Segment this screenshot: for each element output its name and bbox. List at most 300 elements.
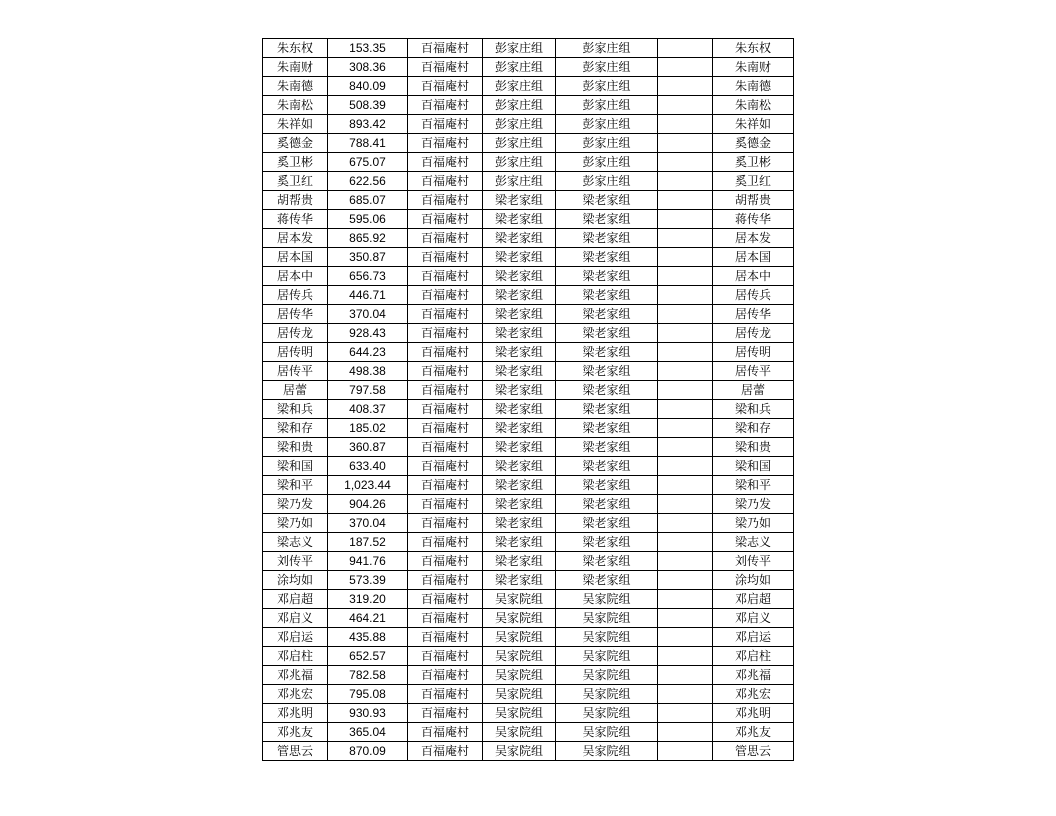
group-cell-2: 梁老家组 <box>556 476 658 495</box>
amount-cell: 795.08 <box>328 685 408 704</box>
village-cell: 百福庵村 <box>408 647 483 666</box>
table-row <box>263 514 794 533</box>
name-cell-2: 梁乃发 <box>713 495 794 514</box>
empty-cell <box>658 685 713 704</box>
name-cell-2: 梁乃如 <box>713 514 794 533</box>
empty-cell <box>658 267 713 286</box>
village-cell: 百福庵村 <box>408 324 483 343</box>
group-cell-2: 梁老家组 <box>556 571 658 590</box>
group-cell: 吴家院组 <box>483 666 556 685</box>
group-cell: 梁老家组 <box>483 419 556 438</box>
empty-cell <box>658 77 713 96</box>
name-cell: 朱东权 <box>263 39 328 58</box>
name-cell: 邓启超 <box>263 590 328 609</box>
village-cell: 百福庵村 <box>408 77 483 96</box>
empty-cell <box>658 704 713 723</box>
amount-cell: 622.56 <box>328 172 408 191</box>
village-cell: 百福庵村 <box>408 514 483 533</box>
table-row <box>263 362 794 381</box>
name-cell-2: 居传平 <box>713 362 794 381</box>
name-cell: 居本中 <box>263 267 328 286</box>
table-row <box>263 96 794 115</box>
empty-cell <box>658 666 713 685</box>
empty-cell <box>658 609 713 628</box>
village-cell: 百福庵村 <box>408 229 483 248</box>
name-cell: 涂均如 <box>263 571 328 590</box>
group-cell: 梁老家组 <box>483 552 556 571</box>
amount-cell: 928.43 <box>328 324 408 343</box>
group-cell-2: 吴家院组 <box>556 742 658 761</box>
group-cell-2: 彭家庄组 <box>556 115 658 134</box>
empty-cell <box>658 58 713 77</box>
empty-cell <box>658 476 713 495</box>
group-cell-2: 彭家庄组 <box>556 172 658 191</box>
empty-cell <box>658 115 713 134</box>
group-cell: 梁老家组 <box>483 438 556 457</box>
name-cell-2: 邓兆宏 <box>713 685 794 704</box>
group-cell-2: 梁老家组 <box>556 286 658 305</box>
name-cell: 梁和贵 <box>263 438 328 457</box>
group-cell: 彭家庄组 <box>483 96 556 115</box>
amount-cell: 930.93 <box>328 704 408 723</box>
village-cell: 百福庵村 <box>408 723 483 742</box>
name-cell: 邓兆友 <box>263 723 328 742</box>
village-cell: 百福庵村 <box>408 685 483 704</box>
village-cell: 百福庵村 <box>408 248 483 267</box>
name-cell-2: 管思云 <box>713 742 794 761</box>
name-cell: 朱祥如 <box>263 115 328 134</box>
village-cell: 百福庵村 <box>408 210 483 229</box>
name-cell: 奚德金 <box>263 134 328 153</box>
group-cell: 梁老家组 <box>483 400 556 419</box>
amount-cell: 408.37 <box>328 400 408 419</box>
group-cell-2: 梁老家组 <box>556 552 658 571</box>
group-cell-2: 梁老家组 <box>556 495 658 514</box>
name-cell: 梁和兵 <box>263 400 328 419</box>
amount-cell: 788.41 <box>328 134 408 153</box>
empty-cell <box>658 628 713 647</box>
group-cell-2: 吴家院组 <box>556 704 658 723</box>
amount-cell: 840.09 <box>328 77 408 96</box>
empty-cell <box>658 96 713 115</box>
village-cell: 百福庵村 <box>408 609 483 628</box>
empty-cell <box>658 400 713 419</box>
name-cell: 邓启柱 <box>263 647 328 666</box>
group-cell-2: 梁老家组 <box>556 457 658 476</box>
amount-cell: 187.52 <box>328 533 408 552</box>
group-cell-2: 梁老家组 <box>556 210 658 229</box>
name-cell: 邓兆明 <box>263 704 328 723</box>
group-cell-2: 彭家庄组 <box>556 39 658 58</box>
group-cell: 吴家院组 <box>483 609 556 628</box>
name-cell-2: 涂均如 <box>713 571 794 590</box>
table-row <box>263 39 794 58</box>
group-cell: 梁老家组 <box>483 210 556 229</box>
group-cell: 彭家庄组 <box>483 39 556 58</box>
amount-cell: 370.04 <box>328 305 408 324</box>
amount-cell: 508.39 <box>328 96 408 115</box>
amount-cell: 153.35 <box>328 39 408 58</box>
group-cell: 梁老家组 <box>483 476 556 495</box>
amount-cell: 644.23 <box>328 343 408 362</box>
group-cell-2: 彭家庄组 <box>556 134 658 153</box>
empty-cell <box>658 248 713 267</box>
village-cell: 百福庵村 <box>408 115 483 134</box>
village-cell: 百福庵村 <box>408 495 483 514</box>
empty-cell <box>658 742 713 761</box>
empty-cell <box>658 552 713 571</box>
table-row <box>263 495 794 514</box>
name-cell-2: 邓兆明 <box>713 704 794 723</box>
empty-cell <box>658 343 713 362</box>
name-cell: 蒋传华 <box>263 210 328 229</box>
group-cell: 梁老家组 <box>483 286 556 305</box>
group-cell: 梁老家组 <box>483 248 556 267</box>
group-cell-2: 彭家庄组 <box>556 58 658 77</box>
table-row <box>263 533 794 552</box>
group-cell: 梁老家组 <box>483 362 556 381</box>
amount-cell: 941.76 <box>328 552 408 571</box>
village-cell: 百福庵村 <box>408 381 483 400</box>
table-row <box>263 229 794 248</box>
group-cell: 梁老家组 <box>483 381 556 400</box>
amount-cell: 370.04 <box>328 514 408 533</box>
table-row <box>263 400 794 419</box>
village-cell: 百福庵村 <box>408 438 483 457</box>
name-cell: 邓启义 <box>263 609 328 628</box>
name-cell-2: 居传兵 <box>713 286 794 305</box>
village-cell: 百福庵村 <box>408 134 483 153</box>
name-cell: 朱南财 <box>263 58 328 77</box>
village-cell: 百福庵村 <box>408 172 483 191</box>
table-row <box>263 742 794 761</box>
empty-cell <box>658 324 713 343</box>
village-cell: 百福庵村 <box>408 400 483 419</box>
empty-cell <box>658 647 713 666</box>
table-row <box>263 381 794 400</box>
table-row <box>263 305 794 324</box>
amount-cell: 595.06 <box>328 210 408 229</box>
name-cell: 梁乃如 <box>263 514 328 533</box>
empty-cell <box>658 457 713 476</box>
name-cell: 胡帮贵 <box>263 191 328 210</box>
empty-cell <box>658 39 713 58</box>
group-cell-2: 梁老家组 <box>556 229 658 248</box>
name-cell: 管思云 <box>263 742 328 761</box>
table-row <box>263 552 794 571</box>
name-cell-2: 邓启运 <box>713 628 794 647</box>
empty-cell <box>658 381 713 400</box>
name-cell-2: 居蕾 <box>713 381 794 400</box>
table-row <box>263 115 794 134</box>
amount-cell: 365.04 <box>328 723 408 742</box>
name-cell: 邓兆福 <box>263 666 328 685</box>
name-cell-2: 朱南财 <box>713 58 794 77</box>
name-cell-2: 梁和国 <box>713 457 794 476</box>
amount-cell: 360.87 <box>328 438 408 457</box>
name-cell-2: 居本国 <box>713 248 794 267</box>
group-cell-2: 梁老家组 <box>556 419 658 438</box>
group-cell-2: 梁老家组 <box>556 267 658 286</box>
name-cell: 居蕾 <box>263 381 328 400</box>
empty-cell <box>658 172 713 191</box>
amount-cell: 904.26 <box>328 495 408 514</box>
group-cell: 吴家院组 <box>483 647 556 666</box>
table-row <box>263 609 794 628</box>
amount-cell: 675.07 <box>328 153 408 172</box>
group-cell: 彭家庄组 <box>483 115 556 134</box>
group-cell: 梁老家组 <box>483 191 556 210</box>
village-cell: 百福庵村 <box>408 419 483 438</box>
table-row <box>263 438 794 457</box>
group-cell: 梁老家组 <box>483 495 556 514</box>
group-cell-2: 吴家院组 <box>556 666 658 685</box>
group-cell-2: 吴家院组 <box>556 647 658 666</box>
name-cell: 刘传平 <box>263 552 328 571</box>
name-cell: 梁和存 <box>263 419 328 438</box>
empty-cell <box>658 419 713 438</box>
group-cell-2: 梁老家组 <box>556 324 658 343</box>
empty-cell <box>658 571 713 590</box>
group-cell: 梁老家组 <box>483 343 556 362</box>
village-cell: 百福庵村 <box>408 628 483 647</box>
table-row <box>263 324 794 343</box>
empty-cell <box>658 514 713 533</box>
group-cell-2: 梁老家组 <box>556 191 658 210</box>
group-cell-2: 梁老家组 <box>556 305 658 324</box>
amount-cell: 319.20 <box>328 590 408 609</box>
group-cell-2: 梁老家组 <box>556 514 658 533</box>
group-cell: 梁老家组 <box>483 514 556 533</box>
name-cell-2: 刘传平 <box>713 552 794 571</box>
amount-cell: 464.21 <box>328 609 408 628</box>
group-cell-2: 吴家院组 <box>556 723 658 742</box>
table-row <box>263 134 794 153</box>
group-cell: 彭家庄组 <box>483 58 556 77</box>
amount-cell: 446.71 <box>328 286 408 305</box>
group-cell: 梁老家组 <box>483 324 556 343</box>
table-row <box>263 77 794 96</box>
group-cell-2: 彭家庄组 <box>556 153 658 172</box>
village-cell: 百福庵村 <box>408 704 483 723</box>
name-cell-2: 奚卫红 <box>713 172 794 191</box>
group-cell-2: 彭家庄组 <box>556 96 658 115</box>
amount-cell: 865.92 <box>328 229 408 248</box>
name-cell-2: 梁和存 <box>713 419 794 438</box>
name-cell-2: 梁和贵 <box>713 438 794 457</box>
amount-cell: 893.42 <box>328 115 408 134</box>
empty-cell <box>658 495 713 514</box>
name-cell: 梁乃发 <box>263 495 328 514</box>
empty-cell <box>658 438 713 457</box>
name-cell-2: 朱祥如 <box>713 115 794 134</box>
village-cell: 百福庵村 <box>408 590 483 609</box>
name-cell-2: 邓启义 <box>713 609 794 628</box>
empty-cell <box>658 362 713 381</box>
group-cell: 梁老家组 <box>483 533 556 552</box>
name-cell-2: 蒋传华 <box>713 210 794 229</box>
name-cell-2: 居传龙 <box>713 324 794 343</box>
village-cell: 百福庵村 <box>408 191 483 210</box>
group-cell: 彭家庄组 <box>483 77 556 96</box>
table-row <box>263 666 794 685</box>
table-row <box>263 457 794 476</box>
group-cell-2: 梁老家组 <box>556 381 658 400</box>
group-cell-2: 梁老家组 <box>556 248 658 267</box>
amount-cell: 1,023.44 <box>328 476 408 495</box>
village-cell: 百福庵村 <box>408 58 483 77</box>
table-row <box>263 248 794 267</box>
amount-cell: 435.88 <box>328 628 408 647</box>
name-cell: 居本国 <box>263 248 328 267</box>
empty-cell <box>658 533 713 552</box>
group-cell-2: 梁老家组 <box>556 438 658 457</box>
group-cell: 梁老家组 <box>483 305 556 324</box>
empty-cell <box>658 286 713 305</box>
village-cell: 百福庵村 <box>408 457 483 476</box>
group-cell: 吴家院组 <box>483 742 556 761</box>
name-cell: 居传明 <box>263 343 328 362</box>
group-cell-2: 梁老家组 <box>556 362 658 381</box>
group-cell: 梁老家组 <box>483 229 556 248</box>
name-cell-2: 居本中 <box>713 267 794 286</box>
empty-cell <box>658 723 713 742</box>
name-cell-2: 梁志义 <box>713 533 794 552</box>
name-cell: 居传平 <box>263 362 328 381</box>
group-cell-2: 吴家院组 <box>556 590 658 609</box>
empty-cell <box>658 153 713 172</box>
amount-cell: 498.38 <box>328 362 408 381</box>
group-cell-2: 吴家院组 <box>556 609 658 628</box>
empty-cell <box>658 134 713 153</box>
village-cell: 百福庵村 <box>408 305 483 324</box>
group-cell: 梁老家组 <box>483 267 556 286</box>
name-cell: 梁和国 <box>263 457 328 476</box>
table-row <box>263 723 794 742</box>
table-row <box>263 685 794 704</box>
name-cell: 奚卫彬 <box>263 153 328 172</box>
name-cell-2: 邓兆福 <box>713 666 794 685</box>
table-row <box>263 628 794 647</box>
empty-cell <box>658 210 713 229</box>
name-cell: 朱南松 <box>263 96 328 115</box>
table-body <box>263 39 794 761</box>
group-cell-2: 吴家院组 <box>556 685 658 704</box>
amount-cell: 185.02 <box>328 419 408 438</box>
group-cell-2: 梁老家组 <box>556 400 658 419</box>
group-cell-2: 彭家庄组 <box>556 77 658 96</box>
name-cell: 奚卫红 <box>263 172 328 191</box>
data-table <box>262 38 794 761</box>
amount-cell: 308.36 <box>328 58 408 77</box>
group-cell-2: 吴家院组 <box>556 628 658 647</box>
name-cell-2: 朱南松 <box>713 96 794 115</box>
amount-cell: 797.58 <box>328 381 408 400</box>
table-row <box>263 191 794 210</box>
village-cell: 百福庵村 <box>408 39 483 58</box>
empty-cell <box>658 590 713 609</box>
group-cell: 吴家院组 <box>483 590 556 609</box>
name-cell: 邓兆宏 <box>263 685 328 704</box>
table-row <box>263 704 794 723</box>
empty-cell <box>658 305 713 324</box>
village-cell: 百福庵村 <box>408 571 483 590</box>
group-cell: 彭家庄组 <box>483 134 556 153</box>
table-row <box>263 571 794 590</box>
name-cell: 居本发 <box>263 229 328 248</box>
amount-cell: 350.87 <box>328 248 408 267</box>
table-row <box>263 647 794 666</box>
village-cell: 百福庵村 <box>408 533 483 552</box>
village-cell: 百福庵村 <box>408 666 483 685</box>
name-cell-2: 梁和兵 <box>713 400 794 419</box>
group-cell: 彭家庄组 <box>483 172 556 191</box>
name-cell-2: 奚卫彬 <box>713 153 794 172</box>
village-cell: 百福庵村 <box>408 343 483 362</box>
table-row <box>263 419 794 438</box>
table-row <box>263 172 794 191</box>
village-cell: 百福庵村 <box>408 476 483 495</box>
name-cell-2: 梁和平 <box>713 476 794 495</box>
name-cell-2: 邓兆友 <box>713 723 794 742</box>
village-cell: 百福庵村 <box>408 267 483 286</box>
village-cell: 百福庵村 <box>408 552 483 571</box>
group-cell-2: 梁老家组 <box>556 343 658 362</box>
name-cell: 朱南德 <box>263 77 328 96</box>
name-cell-2: 胡帮贵 <box>713 191 794 210</box>
group-cell: 吴家院组 <box>483 704 556 723</box>
table-row <box>263 590 794 609</box>
amount-cell: 870.09 <box>328 742 408 761</box>
amount-cell: 656.73 <box>328 267 408 286</box>
name-cell-2: 奚德金 <box>713 134 794 153</box>
empty-cell <box>658 191 713 210</box>
name-cell: 居传龙 <box>263 324 328 343</box>
amount-cell: 633.40 <box>328 457 408 476</box>
name-cell: 梁志义 <box>263 533 328 552</box>
amount-cell: 652.57 <box>328 647 408 666</box>
group-cell: 梁老家组 <box>483 571 556 590</box>
name-cell-2: 邓启超 <box>713 590 794 609</box>
name-cell: 梁和平 <box>263 476 328 495</box>
table-row <box>263 286 794 305</box>
table-row <box>263 343 794 362</box>
village-cell: 百福庵村 <box>408 742 483 761</box>
table-row <box>263 210 794 229</box>
group-cell: 吴家院组 <box>483 685 556 704</box>
village-cell: 百福庵村 <box>408 153 483 172</box>
table-row <box>263 476 794 495</box>
name-cell-2: 朱南德 <box>713 77 794 96</box>
name-cell-2: 居传华 <box>713 305 794 324</box>
table-row <box>263 267 794 286</box>
name-cell: 邓启运 <box>263 628 328 647</box>
table-row <box>263 153 794 172</box>
group-cell: 彭家庄组 <box>483 153 556 172</box>
group-cell-2: 梁老家组 <box>556 533 658 552</box>
village-cell: 百福庵村 <box>408 286 483 305</box>
name-cell-2: 居本发 <box>713 229 794 248</box>
amount-cell: 782.58 <box>328 666 408 685</box>
name-cell-2: 居传明 <box>713 343 794 362</box>
name-cell-2: 朱东权 <box>713 39 794 58</box>
amount-cell: 685.07 <box>328 191 408 210</box>
name-cell: 居传兵 <box>263 286 328 305</box>
name-cell-2: 邓启柱 <box>713 647 794 666</box>
group-cell: 吴家院组 <box>483 628 556 647</box>
table-row <box>263 58 794 77</box>
name-cell: 居传华 <box>263 305 328 324</box>
